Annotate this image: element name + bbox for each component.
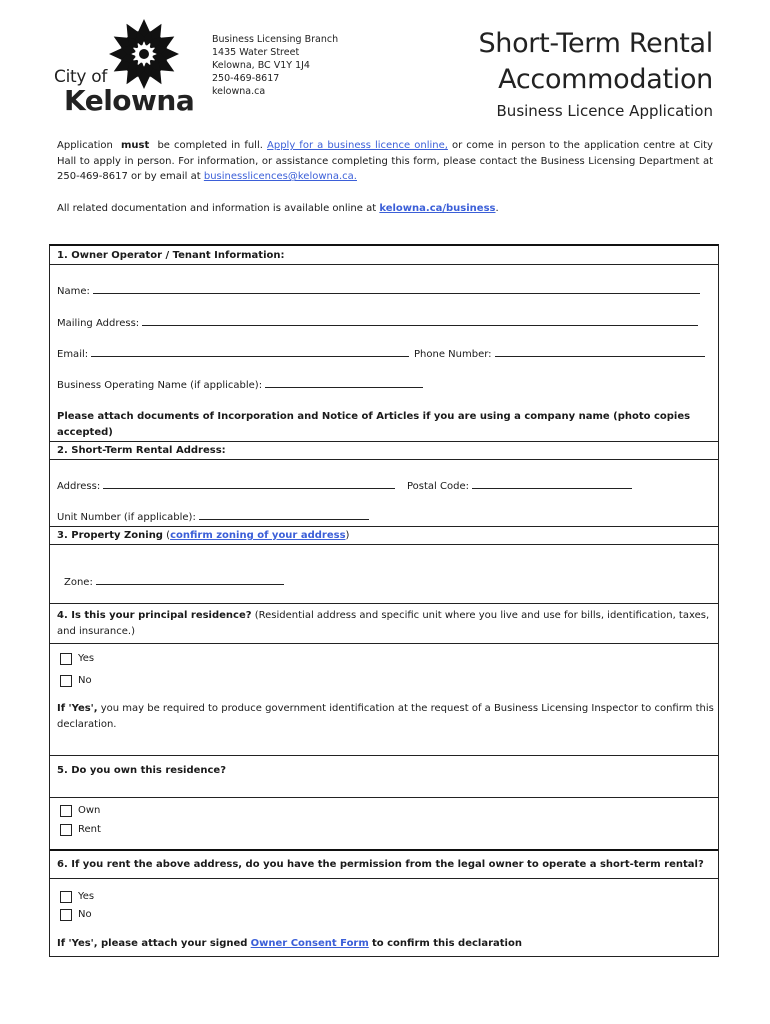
divider — [50, 441, 718, 442]
address-line: Kelowna, BC V1Y 1J4 — [212, 60, 310, 71]
logo-kelowna-text: Kelowna — [64, 84, 195, 117]
divider — [50, 544, 718, 545]
application-form — [49, 244, 719, 957]
checkbox[interactable] — [60, 675, 72, 687]
title-line-2: Accommodation — [498, 64, 713, 95]
address-line: Business Licensing Branch — [212, 34, 339, 45]
branch-address — [212, 33, 338, 98]
rental-address-input-line[interactable] — [103, 478, 395, 489]
phone-field[interactable] — [414, 346, 705, 362]
owner-consent-note: If 'Yes', please attach your signed Owner Consent Form to confirm this declaration — [57, 938, 522, 949]
mailing-address-field[interactable] — [57, 315, 698, 331]
title-line-1: Short-Term Rental — [478, 28, 713, 59]
business-name-field[interactable] — [57, 377, 423, 393]
intro-paragraph — [57, 138, 713, 185]
zone-field[interactable] — [64, 574, 284, 590]
principal-residence-yes-option[interactable]: Yes — [60, 652, 94, 667]
section-4-question — [57, 608, 717, 639]
section-3-header: 3. Property Zoning (confirm zoning of your address) — [57, 530, 350, 541]
section-5-question: 5. Do you own this residence? — [57, 765, 227, 776]
intro-text: Application — [57, 140, 113, 151]
intro-text: be completed in full. — [157, 140, 263, 151]
postal-code-field[interactable] — [407, 478, 632, 494]
postal-code-input-line[interactable] — [472, 478, 632, 489]
intro-must: must — [121, 140, 150, 151]
section-1-header: 1. Owner Operator / Tenant Information: — [57, 250, 285, 261]
name-label: Name: — [57, 286, 90, 297]
name-input-line[interactable] — [93, 283, 700, 294]
rent-option[interactable]: Rent — [60, 823, 101, 838]
intro-docs-paragraph — [57, 201, 713, 217]
divider — [50, 459, 718, 460]
mailing-address-input-line[interactable] — [142, 315, 698, 326]
logo-city-text: City of — [54, 67, 108, 87]
divider — [50, 264, 718, 265]
checkbox[interactable] — [60, 891, 72, 903]
email-link[interactable]: businesslicences@kelowna.ca. — [203, 171, 357, 183]
intro-text: All related documentation and information is available online at — [57, 203, 377, 214]
confirm-zoning-link[interactable]: confirm zoning of your address — [170, 530, 346, 541]
intro-text: . — [495, 203, 499, 214]
unit-number-input-line[interactable] — [199, 509, 369, 520]
principal-residence-detail: (Residential address and specific unit where you live and use for bills, identification, taxes, and insurance.) — [57, 610, 710, 637]
divider — [50, 878, 718, 879]
incorporation-note: Please attach documents of Incorporation and Notice of Articles if you are using a company name (photo copies accepted) — [57, 411, 691, 438]
address-line: 250-469-8617 — [212, 73, 280, 84]
form-subtitle: Business Licence Application — [496, 102, 713, 120]
mailing-address-label: Mailing Address: — [57, 318, 140, 329]
postal-code-label: Postal Code: — [407, 481, 469, 492]
zone-label: Zone: — [64, 577, 93, 588]
principal-residence-note: If 'Yes', you may be required to produce government identification at the request of a Business Licensing Inspector to confirm this declaration. — [57, 703, 714, 730]
checkbox[interactable] — [60, 653, 72, 665]
rental-address-label: Address: — [57, 481, 101, 492]
checkbox[interactable] — [60, 824, 72, 836]
section-2-header: 2. Short-Term Rental Address: — [57, 445, 226, 456]
address-line: 1435 Water Street — [212, 47, 300, 58]
principal-residence-question: 4. Is this your principal residence? — [57, 610, 252, 621]
divider — [50, 526, 718, 527]
kelowna-logo-icon — [108, 18, 180, 90]
name-field[interactable] — [57, 283, 700, 299]
zoning-title: 3. Property Zoning — [57, 530, 163, 541]
owner-permission-yes-option[interactable]: Yes — [60, 890, 94, 905]
divider — [50, 797, 718, 798]
business-name-label: Business Operating Name (if applicable): — [57, 380, 263, 391]
zone-input-line[interactable] — [96, 574, 284, 585]
city-logo — [54, 18, 195, 118]
email-field[interactable] — [57, 346, 409, 362]
unit-number-field[interactable] — [57, 509, 369, 525]
phone-label: Phone Number: — [414, 349, 492, 360]
business-name-input-line[interactable] — [265, 377, 423, 388]
phone-input-line[interactable] — [495, 346, 705, 357]
business-website-link[interactable]: kelowna.ca/business — [379, 203, 496, 214]
own-option[interactable]: Own — [60, 804, 100, 819]
section-6-question: 6. If you rent the above address, do you have the permission from the legal owner to operate a short-term rental? — [57, 859, 704, 870]
divider — [50, 849, 718, 851]
email-input-line[interactable] — [91, 346, 409, 357]
unit-number-label: Unit Number (if applicable): — [57, 512, 196, 523]
rental-address-field[interactable] — [57, 478, 395, 494]
divider — [50, 643, 718, 644]
address-line: kelowna.ca — [212, 86, 266, 97]
principal-residence-no-option[interactable]: No — [60, 674, 92, 689]
checkbox[interactable] — [60, 909, 72, 921]
email-label: Email: — [57, 349, 89, 360]
intro-text: or come in person to the application centre at City Hall to apply in person. For information, or assistance completing this form, please contact the Business Licensing Department at 250-469-8617 or by email at — [57, 140, 713, 183]
apply-online-link[interactable]: Apply for a business licence online, — [267, 140, 448, 151]
form-title — [478, 26, 713, 122]
owner-consent-form-link[interactable]: Owner Consent Form — [250, 938, 369, 949]
checkbox[interactable] — [60, 805, 72, 817]
divider — [50, 603, 718, 604]
divider — [50, 755, 718, 756]
owner-permission-no-option[interactable]: No — [60, 908, 92, 923]
